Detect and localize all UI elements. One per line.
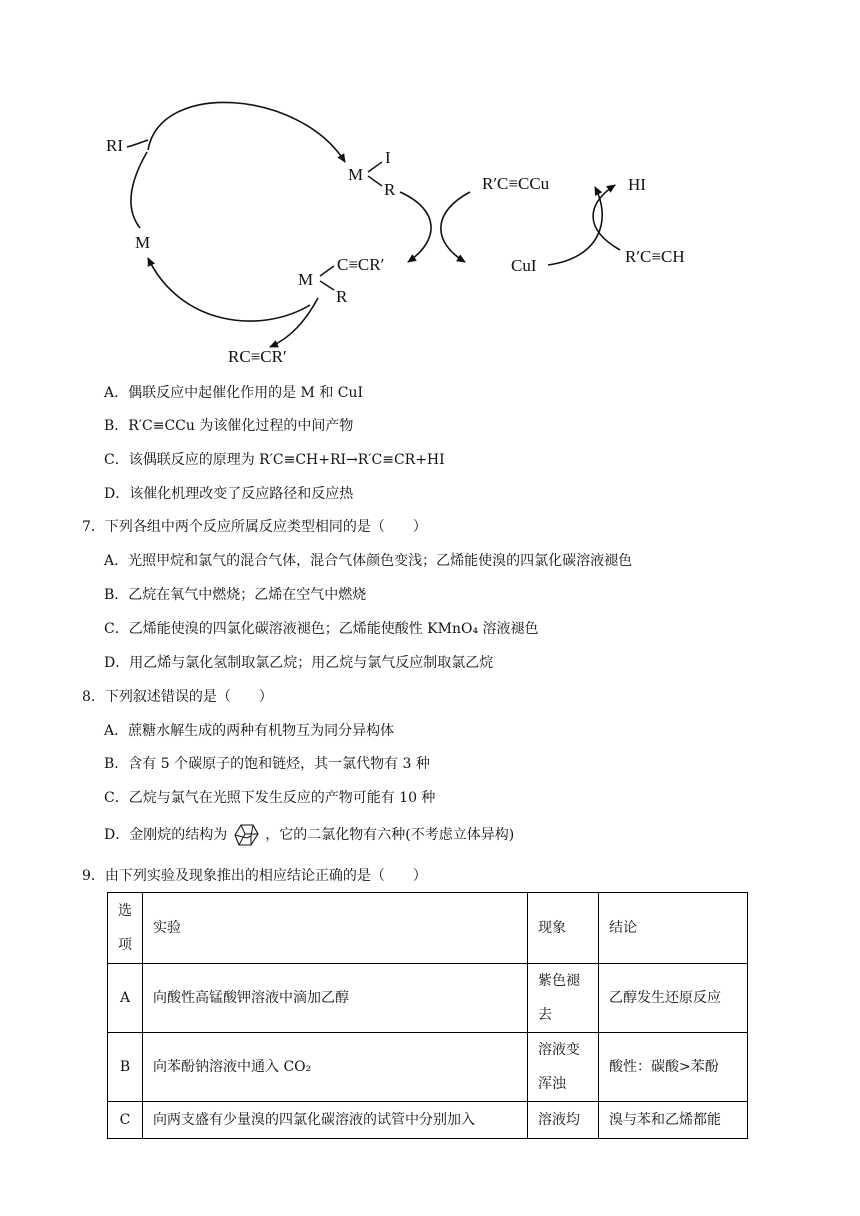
exchange-arrow-2 — [441, 192, 470, 262]
q8-option-d — [104, 822, 514, 848]
q8-option-c: C．乙烷与氯气在光照下发生反应的产物可能有 10 种 — [104, 790, 436, 806]
row-c-experiment: 向两支盛有少量溴的四氯化碳溶液的试管中分别加入 — [143, 1102, 528, 1139]
label-ccr: C≡CR′ — [337, 255, 385, 274]
q7-option-b: B．乙烷在氧气中燃烧；乙烯在空气中燃烧 — [104, 587, 367, 603]
row-c-option: C — [108, 1102, 143, 1139]
row-a-conclusion: 乙醇发生还原反应 — [599, 964, 748, 1033]
q8-option-a: A．蔗糖水解生成的两种有机物互为同分异构体 — [104, 723, 395, 739]
header-conclusion: 结论 — [599, 893, 748, 964]
catalytic-cycle-diagram — [0, 0, 860, 380]
hi-arrow — [593, 185, 620, 250]
row-a-experiment: 向酸性高锰酸钾溶液中滴加乙醇 — [143, 964, 528, 1033]
cycle-arc-left — [131, 152, 147, 228]
label-hi: HI — [628, 175, 646, 194]
label-ri: RI — [106, 136, 123, 155]
row-a-phenomenon: 紫色褪去 — [528, 964, 599, 1033]
row-b-conclusion: 酸性：碳酸>苯酚 — [599, 1033, 748, 1102]
label-r-bottom: R — [336, 287, 348, 306]
q6-option-c: C．该偶联反应的原理为 R′C≡CH+RI→R′C≡CR+HI — [104, 452, 445, 468]
q6-option-a: A．偶联反应中起催化作用的是 M 和 CuI — [104, 385, 364, 401]
label-m-bottom: M — [298, 270, 314, 289]
label-r-top: R — [384, 180, 396, 199]
row-c-phenomenon: 溶液均 — [528, 1102, 599, 1139]
q8-option-b: B．含有 5 个碳原子的饱和链烃，其一氯代物有 3 种 — [104, 756, 430, 772]
label-rcch: R′C≡CH — [625, 247, 685, 266]
label-i: I — [385, 148, 391, 167]
exchange-arrow-1 — [400, 192, 431, 262]
q9-stem: 9．由下列实验及现象推出的相应结论正确的是（ ） — [82, 868, 427, 884]
product-arrow — [270, 298, 318, 347]
q7-stem: 7．下列各组中两个反应所属反应类型相同的是（ ） — [82, 519, 427, 535]
q8-option-d-before: D．金刚烷的结构为 — [104, 827, 228, 843]
table-header-row — [108, 893, 748, 964]
table-row — [108, 964, 748, 1033]
q6-option-b: B．R′C≡CCu 为该催化过程的中间产物 — [104, 418, 354, 434]
cycle-arc-ri-feed — [127, 140, 148, 147]
cycle-arc-bottom — [148, 258, 310, 321]
table-row — [108, 1102, 748, 1139]
cui-arrow — [548, 187, 602, 265]
q8-stem: 8．下列叙述错误的是（ ） — [82, 689, 273, 705]
header-experiment: 实验 — [143, 893, 528, 964]
header-option: 选项 — [108, 893, 143, 964]
row-a-option: A — [108, 964, 143, 1033]
row-b-option: B — [108, 1033, 143, 1102]
q8-option-d-after: ，它的二氯化物有六种(不考虑立体异构) — [265, 827, 515, 843]
row-b-phenomenon: 溶液变浑浊 — [528, 1033, 599, 1102]
q7-option-c: C．乙烯能使溴的四氯化碳溶液褪色；乙烯能使酸性 KMnO₄ 溶液褪色 — [104, 621, 539, 637]
q7-option-d: D．用乙烯与氯化氢制取氯乙烷；用乙烷与氯气反应制取氯乙烷 — [104, 655, 494, 671]
label-product: RC≡CR′ — [228, 347, 287, 366]
row-c-conclusion: 溴与苯和乙烯都能 — [599, 1102, 748, 1139]
row-b-experiment: 向苯酚钠溶液中通入 CO₂ — [143, 1033, 528, 1102]
label-m-left: M — [135, 233, 151, 252]
label-m-top: M — [348, 165, 364, 184]
table-row — [108, 1033, 748, 1102]
adamantane-structure — [231, 822, 261, 848]
label-cui: CuI — [511, 256, 537, 275]
q7-option-a: A．光照甲烷和氯气的混合气体，混合气体颜色变浅；乙烯能使溴的四氯化碳溶液褪色 — [104, 553, 633, 569]
cycle-arc-top — [148, 102, 345, 162]
label-rccu: R′C≡CCu — [482, 174, 550, 193]
q9-table — [107, 892, 748, 1139]
q6-option-d: D．该催化机理改变了反应路径和反应热 — [104, 486, 354, 502]
header-phenomenon: 现象 — [528, 893, 599, 964]
